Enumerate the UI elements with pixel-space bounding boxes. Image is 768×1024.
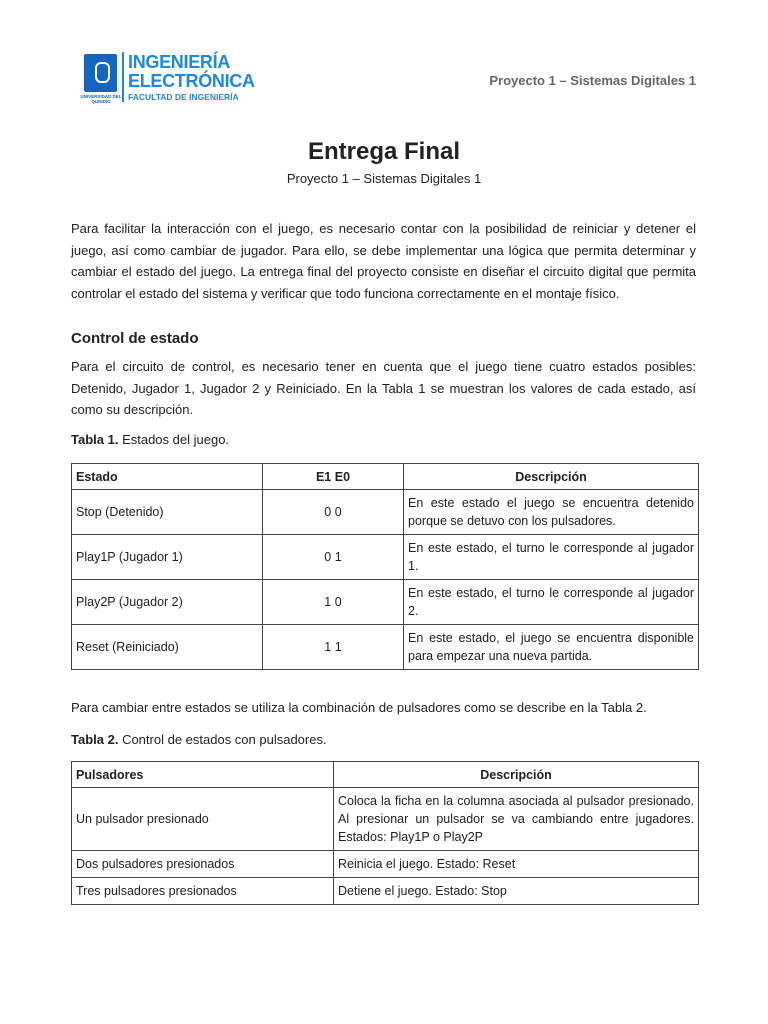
- table-cell: Play1P (Jugador 1): [72, 535, 263, 580]
- table-header-cell: Estado: [72, 464, 263, 490]
- table-row: [72, 878, 699, 905]
- logo-line-1: INGENIERÍA: [128, 52, 231, 72]
- table1-caption: [71, 432, 229, 447]
- logo-divider: [122, 52, 124, 102]
- university-seal-icon: [84, 54, 117, 92]
- table-row: [72, 851, 699, 878]
- table-cell: 1 0: [263, 580, 404, 625]
- page-title: Entrega Final: [307, 138, 461, 165]
- buttons-table: [71, 761, 699, 905]
- table-cell: En este estado el juego se encuentra detenido porque se detuvo con los pulsadores.: [404, 490, 699, 535]
- transition-paragraph: Para cambiar entre estados se utiliza la combinación de pulsadores como se describe en la Tabla 2.: [71, 700, 647, 715]
- logo-line-3: FACULTAD DE INGENIERÍA: [128, 92, 239, 102]
- intro-paragraph: Para facilitar la interacción con el juego, es necesario contar con la posibilidad de reiniciar y detener el juego, así como cambiar de jugador. Para ello, se debe implementar una lógica que permita determinar y cambiar el estado del juego. La entrega final del proyecto consiste en diseñar el circuito digital que permita controlar el estado del sistema y verificar que todo funciona correctamente en el montaje físico.: [71, 221, 696, 301]
- header-course-title: Proyecto 1 – Sistemas Digitales 1: [489, 73, 696, 88]
- page-subtitle: Proyecto 1 – Sistemas Digitales 1: [286, 171, 482, 186]
- control-paragraph: Para el circuito de control, es necesario tener en cuenta que el juego tiene cuatro estados posibles: Detenido, Jugador 1, Jugador 2 y Reiniciado. En la Tabla 1 se muestran los valores de cada estado, así como su descripción.: [71, 359, 696, 417]
- table1-caption-label: Tabla 1.: [71, 432, 119, 447]
- table-cell: Tres pulsadores presionados: [72, 878, 334, 905]
- seal-text: UNIVERSIDAD DEL QUINDÍO: [80, 94, 122, 104]
- table2-caption: [71, 732, 327, 747]
- table-header-cell: Pulsadores: [72, 762, 334, 788]
- table-header-cell: E1 E0: [263, 464, 404, 490]
- table-cell: 0 1: [263, 535, 404, 580]
- table-cell: 1 1: [263, 625, 404, 670]
- table-header-row: [72, 464, 699, 490]
- table-cell: Un pulsador presionado: [72, 788, 334, 851]
- table-row: [72, 625, 699, 670]
- table-row: [72, 788, 699, 851]
- table-cell: Coloca la ficha en la columna asociada al pulsador presionado. Al presionar un pulsador se va cambiando entre jugadores. Estados: Play1P o Play2P: [334, 788, 699, 851]
- table-cell: Detiene el juego. Estado: Stop: [334, 878, 699, 905]
- table-cell: En este estado, el turno le corresponde al jugador 1.: [404, 535, 699, 580]
- table-cell: En este estado, el juego se encuentra disponible para empezar una nueva partida.: [404, 625, 699, 670]
- table-row: [72, 535, 699, 580]
- table2-caption-label: Tabla 2.: [71, 732, 119, 747]
- university-logo: [78, 52, 255, 106]
- states-table: [71, 463, 699, 670]
- section-heading: Control de estado: [71, 330, 199, 347]
- table2-caption-text: Control de estados con pulsadores.: [118, 732, 327, 747]
- table-header-row: [72, 762, 699, 788]
- table-cell: Stop (Detenido): [72, 490, 263, 535]
- table-cell: Dos pulsadores presionados: [72, 851, 334, 878]
- table-cell: En este estado, el turno le corresponde al jugador 2.: [404, 580, 699, 625]
- table-header-cell: Descripción: [404, 464, 699, 490]
- logo-line-2: ELECTRÓNICA: [128, 71, 255, 91]
- table1-caption-text: Estados del juego.: [118, 432, 230, 447]
- table-cell: Play2P (Jugador 2): [72, 580, 263, 625]
- table-header-cell: Descripción: [334, 762, 699, 788]
- table-row: [72, 580, 699, 625]
- table-cell: 0 0: [263, 490, 404, 535]
- table-row: [72, 490, 699, 535]
- table-cell: Reinicia el juego. Estado: Reset: [334, 851, 699, 878]
- table-cell: Reset (Reiniciado): [72, 625, 263, 670]
